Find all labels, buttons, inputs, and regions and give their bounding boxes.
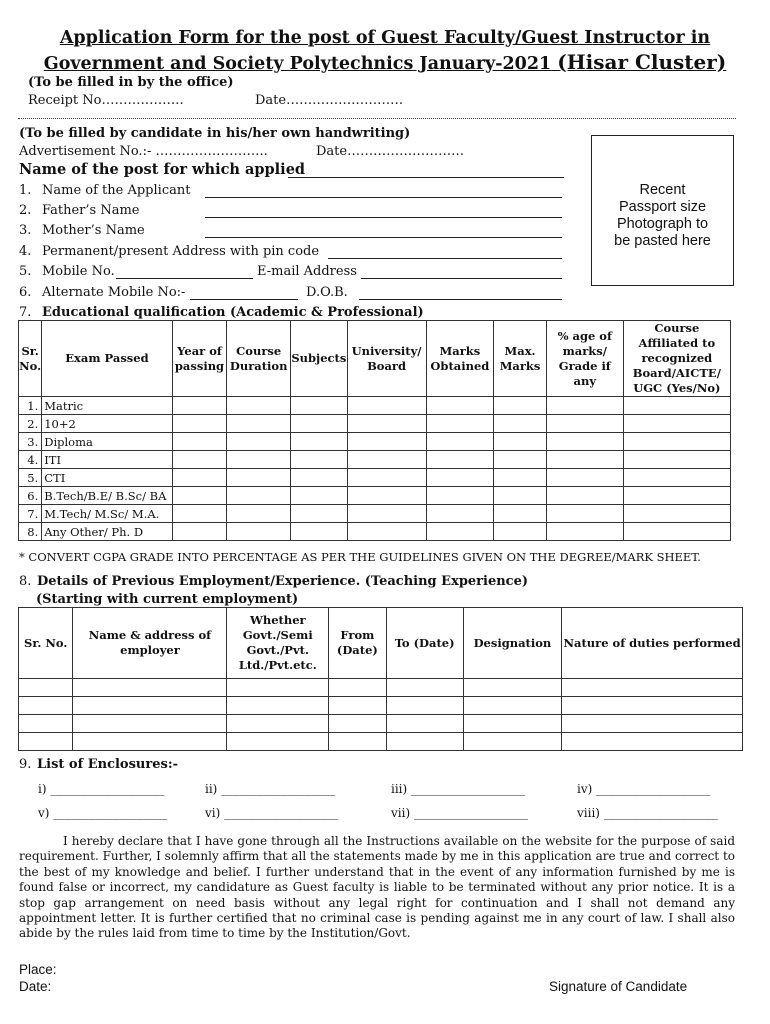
education-cell[interactable] [291,415,348,433]
education-cell[interactable] [227,487,291,505]
field-num: 7. [19,305,32,320]
place-label: Place: [19,962,57,977]
col-nature-of-duties: Nature of duties performed [562,608,743,679]
photo-text-line: Passport size [618,199,707,215]
field-num: 5. [19,264,32,279]
education-cell[interactable] [623,415,730,433]
education-cell[interactable] [494,469,547,487]
education-row[interactable] [19,487,731,505]
education-cell[interactable] [227,523,291,541]
enclosure-item[interactable]: vi) ___________________ [205,806,339,820]
education-cell[interactable] [494,523,547,541]
education-cell[interactable] [347,397,426,415]
mother-name-label: Mother’s Name [42,223,145,238]
education-cell[interactable] [347,451,426,469]
education-cell[interactable] [291,397,348,415]
col-course-affiliated: Course Affiliated to recognized Board/AICTE/ UGC (Yes/No) [623,321,730,397]
photo-text-line: Recent [639,182,686,198]
enclosure-item[interactable]: iii) ___________________ [391,782,526,796]
education-row-exam: Diploma [42,433,172,451]
education-row[interactable] [19,415,731,433]
education-cell[interactable] [546,451,623,469]
employment-heading: Details of Previous Employment/Experience. (Teaching Experience) [37,574,529,589]
education-row[interactable] [19,451,731,469]
cgpa-note: * CONVERT CGPA GRADE INTO PERCENTAGE AS PER THE GUIDELINES GIVEN ON THE DEGREE/MARK SHEET. [19,550,701,564]
photo-text-line: Photograph to [616,216,709,232]
education-cell[interactable] [291,433,348,451]
employment-row[interactable] [19,697,743,715]
col-emp-sr-no: Sr. No. [19,608,73,679]
col-max-marks: Max. Marks [494,321,547,397]
father-name-field[interactable] [205,217,562,218]
education-cell[interactable] [426,397,494,415]
education-row-num: 4. [19,451,42,469]
col-from-date: From (Date) [329,608,387,679]
education-cell[interactable] [227,505,291,523]
receipt-no: Receipt No………………. [28,93,184,108]
education-cell[interactable] [347,415,426,433]
education-cell[interactable] [623,397,730,415]
education-cell[interactable] [347,469,426,487]
education-cell[interactable] [494,397,547,415]
post-input-line[interactable] [288,177,564,178]
candidate-date: Date……………………… [316,144,465,159]
education-cell[interactable] [172,433,227,451]
enclosures-heading: List of Enclosures:- [37,757,179,772]
education-cell[interactable] [426,451,494,469]
education-cell[interactable] [291,505,348,523]
education-cell[interactable] [347,505,426,523]
field-num: 4. [19,244,32,259]
col-to-date: To (Date) [386,608,463,679]
education-row-exam: Matric [42,397,172,415]
education-cell[interactable] [172,397,227,415]
advertisement-no: Advertisement No.:- …………………….. [19,144,268,159]
education-cell[interactable] [546,523,623,541]
education-cell[interactable] [546,505,623,523]
education-cell[interactable] [172,487,227,505]
education-row-exam: ITI [42,451,172,469]
education-cell[interactable] [172,451,227,469]
mobile-field[interactable] [116,278,253,279]
employment-header-row [19,608,743,679]
alt-mobile-label: Alternate Mobile No:- [42,285,186,300]
date-label: Date: [19,979,52,994]
field-num: 1. [19,183,32,198]
education-header-row [19,321,731,397]
email-field[interactable] [361,278,562,279]
candidate-heading: (To be filled by candidate in his/her own handwriting) [19,126,411,141]
education-table [18,320,731,541]
education-row-num: 1. [19,397,42,415]
dob-field[interactable] [359,299,562,300]
education-cell[interactable] [623,451,730,469]
education-row[interactable] [19,469,731,487]
col-percentage: % age of marks/ Grade if any [546,321,623,397]
education-cell[interactable] [291,451,348,469]
declaration-text: I hereby declare that I have gone through all the Instructions available on the website for the purpose of said requirement. Further, I solemnly affirm that all the statements made by me in this application are true and correct to the best of my knowledge and belief. I further understand that in the event of any information furnished by me is found false or incorrect, my candidature as Guest faculty is liable to be terminated without any prior notice. It is a stop gap arrangement on need basis without any legal right for continuation and I shall not demand any appointment letter. It is further certified that no criminal case is pending against me in any court of law. I shall also abide by the rules laid from time to time by the Institution/Govt. [19,834,735,941]
enclosure-item[interactable]: ii) ___________________ [205,782,336,796]
education-cell[interactable] [172,505,227,523]
education-cell[interactable] [227,469,291,487]
education-cell[interactable] [291,469,348,487]
applicant-name-field[interactable] [205,197,562,198]
education-cell[interactable] [347,433,426,451]
education-cell[interactable] [426,523,494,541]
education-row-num: 7. [19,505,42,523]
col-designation: Designation [463,608,562,679]
education-cell[interactable] [227,451,291,469]
education-cell[interactable] [623,523,730,541]
education-cell[interactable] [494,415,547,433]
father-name-label: Father’s Name [42,203,140,218]
field-num: 3. [19,223,32,238]
title-main: Government and Society Polytechnics January-2021 [43,54,552,74]
post-label: Name of the post for which applied [19,161,306,178]
education-cell[interactable] [546,415,623,433]
education-cell[interactable] [546,433,623,451]
address-field[interactable] [328,258,562,259]
education-cell[interactable] [172,523,227,541]
employment-table [18,607,743,751]
employment-row[interactable] [19,715,743,733]
education-cell[interactable] [494,487,547,505]
education-cell[interactable] [426,505,494,523]
employment-row[interactable] [19,733,743,751]
education-cell[interactable] [546,487,623,505]
education-cell[interactable] [623,469,730,487]
field-num: 2. [19,203,32,218]
education-cell[interactable] [546,397,623,415]
field-num: 6. [19,285,32,300]
section-8-num: 8. [19,574,32,589]
form-title-line-1: Application Form for the post of Guest Faculty/Guest Instructor in [59,28,711,48]
col-employer: Name & address of employer [73,608,227,679]
education-cell[interactable] [494,505,547,523]
education-row-exam: B.Tech/B.E/ B.Sc/ BA [42,487,172,505]
education-cell[interactable] [546,469,623,487]
employment-subheading: (Starting with current employment) [36,592,299,607]
education-row-num: 3. [19,433,42,451]
col-university-board: University/ Board [347,321,426,397]
col-sr-no: Sr. No. [19,321,42,397]
education-row-exam: 10+2 [42,415,172,433]
signature-label: Signature of Candidate [549,979,688,994]
photo-box[interactable] [591,135,734,286]
email-label: E-mail Address [257,264,357,279]
form-title-line-2 [0,50,770,77]
enclosure-item[interactable]: i) ___________________ [38,782,165,796]
office-heading: (To be filled in by the office) [28,75,234,90]
employment-row[interactable] [19,679,743,697]
office-date: Date……………………… [255,93,404,108]
title-cluster: (Hisar Cluster) [557,50,727,74]
col-marks-obtained: Marks Obtained [426,321,494,397]
section-9-num: 9. [19,757,32,772]
col-exam-passed: Exam Passed [42,321,172,397]
photo-text-line: be pasted here [614,233,711,249]
education-cell[interactable] [172,415,227,433]
education-cell[interactable] [426,487,494,505]
mother-name-field[interactable] [205,237,562,238]
dob-label: D.O.B. [306,285,348,300]
education-cell[interactable] [227,433,291,451]
education-cell[interactable] [227,397,291,415]
education-row[interactable] [19,433,731,451]
enclosure-item[interactable]: iv) ___________________ [577,782,711,796]
address-label: Permanent/present Address with pin code [42,244,320,259]
education-cell[interactable] [623,487,730,505]
education-cell[interactable] [291,487,348,505]
alt-mobile-field[interactable] [190,299,298,300]
education-row-exam: CTI [42,469,172,487]
separator-line [18,118,736,119]
col-course-duration: Course Duration [227,321,291,397]
education-row[interactable] [19,397,731,415]
enclosure-item[interactable]: viii) ___________________ [577,806,718,820]
education-cell[interactable] [426,469,494,487]
mobile-label: Mobile No. [42,264,115,279]
education-row[interactable] [19,505,731,523]
education-cell[interactable] [494,433,547,451]
education-row-num: 6. [19,487,42,505]
education-row[interactable] [19,523,731,541]
education-heading: Educational qualification (Academic & Professional) [42,305,424,320]
col-govt-type: Whether Govt./Semi Govt./Pvt. Ltd./Pvt.etc. [227,608,329,679]
education-cell[interactable] [426,433,494,451]
education-row-num: 5. [19,469,42,487]
education-cell[interactable] [494,451,547,469]
col-year-of-passing: Year of passing [172,321,227,397]
enclosure-item[interactable]: vii) ___________________ [391,806,528,820]
education-row-num: 2. [19,415,42,433]
education-row-num: 8. [19,523,42,541]
education-cell[interactable] [347,487,426,505]
education-cell[interactable] [347,523,426,541]
education-cell[interactable] [623,433,730,451]
applicant-name-label: Name of the Applicant [42,183,191,198]
education-cell[interactable] [172,469,227,487]
education-cell[interactable] [227,415,291,433]
education-row-exam: M.Tech/ M.Sc/ M.A. [42,505,172,523]
enclosure-item[interactable]: v) ___________________ [38,806,168,820]
col-subjects: Subjects [291,321,348,397]
education-row-exam: Any Other/ Ph. D [42,523,172,541]
education-cell[interactable] [623,505,730,523]
education-cell[interactable] [426,415,494,433]
education-cell[interactable] [291,523,348,541]
